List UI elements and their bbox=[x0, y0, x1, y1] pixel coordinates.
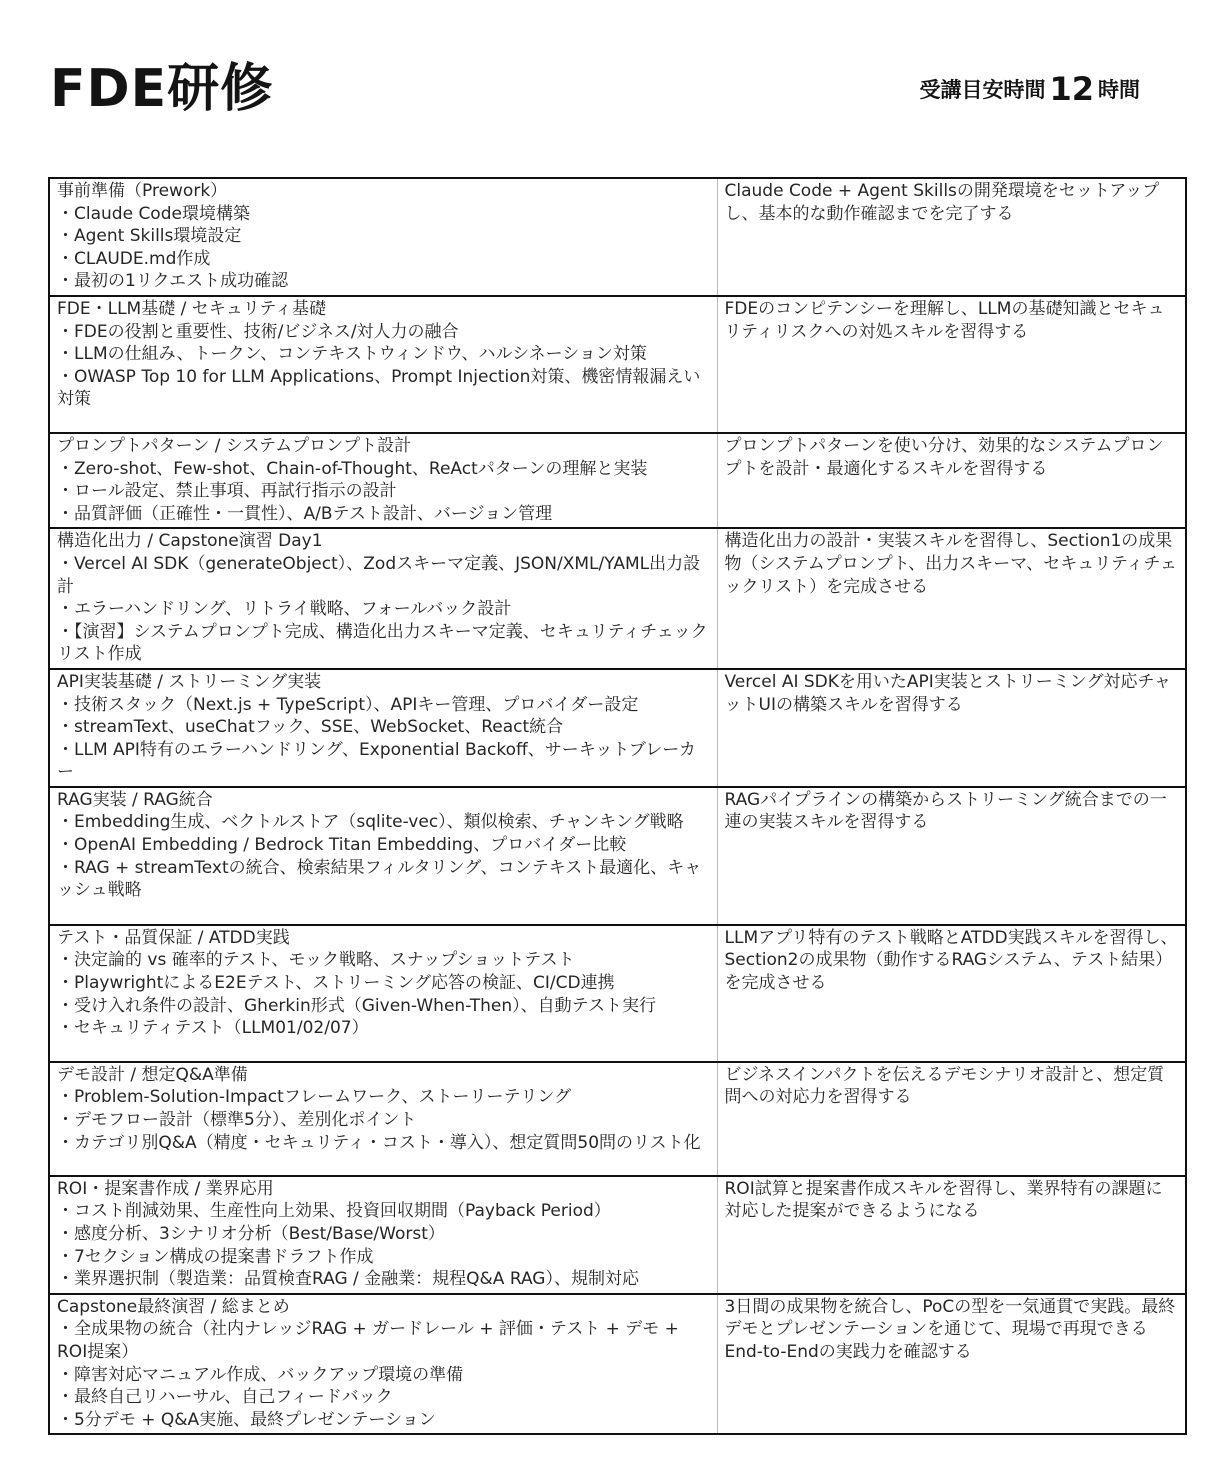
table-row bbox=[49, 787, 1186, 925]
session-point: ・CLAUDE.md作成 bbox=[57, 248, 211, 269]
session-goal: ROI試算と提案書作成スキルを習得し、業界特有の課題に対応した提案ができるようになる bbox=[724, 1178, 1163, 1222]
session-goal: ビジネスインパクトを伝えるデモシナリオ設計と、想定質問への対応力を習得する bbox=[724, 1064, 1165, 1108]
session-point: ・コスト削減効果、生産性向上効果、投資回収期間（Payback Period） bbox=[57, 1201, 611, 1222]
session-point: ・FDEの役割と重要性、技術/ビジネス/対人力の融合 bbox=[57, 321, 459, 342]
session-point: ・セキュリティテスト（LLM01/02/07） bbox=[57, 1018, 369, 1039]
duration-unit: 時間 bbox=[1098, 78, 1140, 102]
session-point: ・Embedding生成、ベクトルストア（sqlite-vec）、類似検索、チャンキング戦略 bbox=[57, 812, 684, 833]
study-duration bbox=[919, 72, 1140, 107]
session-point: ・5分デモ + Q&A実施、最終プレゼンテーション bbox=[57, 1409, 436, 1430]
session-point: ・Zero-shot、Few-shot、Chain-of-Thought、ReActパターンの理解と実装 bbox=[57, 458, 648, 479]
session-goal-cell bbox=[717, 1062, 1186, 1176]
session-point: ・OWASP Top 10 for LLM Applications、Prompt Injection対策、機密情報漏えい対策 bbox=[57, 366, 701, 410]
session-topics-cell bbox=[49, 1176, 717, 1294]
duration-value: 12 bbox=[1049, 70, 1094, 108]
session-point: ・決定論的 vs 確率的テスト、モック戦略、スナップショットテスト bbox=[57, 950, 575, 971]
session-heading: Capstone最終演習 / 総まとめ bbox=[57, 1296, 290, 1317]
session-topics-cell bbox=[49, 787, 717, 925]
session-goal: 3日間の成果物を統合し、PoCの型を一気通貫で実践。最終デモとプレゼンテーションを通じて、現場で再現できるEnd-to-Endの実践力を確認する bbox=[724, 1296, 1176, 1363]
session-point: ・OpenAI Embedding / Bedrock Titan Embedding、プロバイダー比較 bbox=[57, 835, 627, 856]
session-point: ・デモフロー設計（標準5分）、差別化ポイント bbox=[57, 1110, 417, 1131]
session-goal-cell bbox=[717, 925, 1186, 1062]
session-point: ・Problem-Solution-Impactフレームワーク、ストーリーテリング bbox=[57, 1087, 572, 1108]
session-goal: Vercel AI SDKを用いたAPI実装とストリーミング対応チャットUIの構築スキルを習得する bbox=[724, 671, 1171, 715]
session-point: ・エラーハンドリング、リトライ戦略、フォールバック設計 bbox=[57, 599, 512, 620]
session-heading: テスト・品質保証 / ATDD実践 bbox=[57, 927, 290, 948]
session-goal-cell bbox=[717, 1176, 1186, 1294]
session-topics-cell bbox=[49, 296, 717, 433]
session-point: ・7セクション構成の提案書ドラフト作成 bbox=[57, 1246, 374, 1267]
session-topics-cell bbox=[49, 1294, 717, 1435]
duration-label: 受講目安時間 bbox=[919, 78, 1046, 102]
session-point: ・LLM API特有のエラーハンドリング、Exponential Backoff、サーキットブレーカー bbox=[57, 739, 696, 783]
session-point: ・Vercel AI SDK（generateObject）、Zodスキーマ定義、JSON/XML/YAML出力設計 bbox=[57, 553, 701, 597]
table-row bbox=[49, 528, 1186, 669]
session-point: ・PlaywrightによるE2Eテスト、ストリーミング応答の検証、CI/CD連携 bbox=[57, 973, 615, 994]
session-goal-cell bbox=[717, 669, 1186, 787]
session-point: ・障害対応マニュアル作成、バックアップ環境の準備 bbox=[57, 1364, 464, 1385]
table-row bbox=[49, 433, 1186, 528]
table-row bbox=[49, 1294, 1186, 1435]
table-row bbox=[49, 1176, 1186, 1294]
session-topics-cell bbox=[49, 925, 717, 1062]
session-goal: RAGパイプラインの構築からストリーミング統合までの一連の実装スキルを習得する bbox=[724, 789, 1167, 833]
session-topics-cell bbox=[49, 528, 717, 669]
session-heading: API実装基礎 / ストリーミング実装 bbox=[57, 671, 322, 692]
session-heading: 事前準備（Prework） bbox=[57, 181, 228, 201]
session-heading: プロンプトパターン / システムプロンプト設計 bbox=[57, 435, 412, 456]
table-row bbox=[49, 178, 1186, 296]
table-row bbox=[49, 925, 1186, 1062]
session-point: ・感度分析、3シナリオ分析（Best/Base/Worst） bbox=[57, 1224, 445, 1245]
session-heading: FDE・LLM基礎 / セキュリティ基礎 bbox=[57, 298, 327, 319]
table-row bbox=[49, 669, 1186, 787]
session-goal-cell bbox=[717, 433, 1186, 528]
session-heading: RAG実装 / RAG統合 bbox=[57, 789, 213, 810]
session-point: ・最終自己リハーサル、自己フィードバック bbox=[57, 1387, 393, 1408]
session-point: ・受け入れ条件の設計、Gherkin形式（Given-When-Then）、自動テスト実行 bbox=[57, 995, 656, 1016]
session-point: ・最初の1リクエスト成功確認 bbox=[57, 271, 289, 292]
session-point: ・ロール設定、禁止事項、再試行指示の設計 bbox=[57, 481, 397, 502]
session-goal: LLMアプリ特有のテスト戦略とATDD実践スキルを習得し、Section2の成果物（動作するRAGシステム、テスト結果）を完成させる bbox=[724, 927, 1178, 994]
session-goal-cell bbox=[717, 178, 1186, 296]
session-point: ・品質評価（正確性・一貫性）、A/Bテスト設計、バージョン管理 bbox=[57, 503, 553, 524]
session-topics-cell bbox=[49, 178, 717, 296]
curriculum-table bbox=[48, 177, 1187, 1435]
session-goal: 構造化出力の設計・実装スキルを習得し、Section1の成果物（システムプロンプト、出力スキーマ、セキュリティチェックリスト）を完成させる bbox=[724, 531, 1178, 597]
session-point: ・Claude Code環境構築 bbox=[57, 203, 250, 224]
session-point: ・Agent Skills環境設定 bbox=[57, 226, 242, 247]
session-heading: デモ設計 / 想定Q&A準備 bbox=[57, 1064, 248, 1085]
session-topics-cell bbox=[49, 433, 717, 528]
table-row bbox=[49, 296, 1186, 433]
session-goal-cell bbox=[717, 787, 1186, 925]
session-goal: Claude Code + Agent Skillsの開発環境をセットアップし、基本的な動作確認までを完了する bbox=[724, 181, 1160, 224]
table-row bbox=[49, 1062, 1186, 1176]
session-point: ・全成果物の統合（社内ナレッジRAG + ガードレール + 評価・テスト + デモ + ROI提案） bbox=[57, 1319, 679, 1363]
session-goal-cell bbox=[717, 528, 1186, 669]
session-goal-cell bbox=[717, 1294, 1186, 1435]
session-point: ・カテゴリ別Q&A（精度・セキュリティ・コスト・導入）、想定質問50問のリスト化 bbox=[57, 1132, 701, 1153]
session-goal: プロンプトパターンを使い分け、効果的なシステムプロンプトを設計・最適化するスキルを習得する bbox=[724, 435, 1164, 479]
session-topics-cell bbox=[49, 1062, 717, 1176]
session-goal-cell bbox=[717, 296, 1186, 433]
session-point: ・【演習】システムプロンプト完成、構造化出力スキーマ定義、セキュリティチェックリスト作成 bbox=[57, 621, 708, 665]
session-point: ・技術スタック（Next.js + TypeScript）、APIキー管理、プロバイダー設定 bbox=[57, 694, 639, 715]
session-point: ・LLMの仕組み、トークン、コンテキストウィンドウ、ハルシネーション対策 bbox=[57, 344, 647, 365]
session-point: ・streamText、useChatフック、SSE、WebSocket、React統合 bbox=[57, 717, 564, 738]
session-topics-cell bbox=[49, 669, 717, 787]
page-header bbox=[50, 58, 1140, 128]
session-point: ・業界選択制（製造業：品質検査RAG / 金融業：規程Q&A RAG）、規制対応 bbox=[57, 1269, 639, 1290]
session-point: ・RAG + streamTextの統合、検索結果フィルタリング、コンテキスト最適化、キャッシュ戦略 bbox=[57, 857, 702, 901]
page-title: FDE研修 bbox=[50, 59, 274, 119]
session-heading: 構造化出力 / Capstone演習 Day1 bbox=[57, 531, 323, 552]
session-goal: FDEのコンピテンシーを理解し、LLMの基礎知識とセキュリティリスクへの対処スキルを習得する bbox=[724, 298, 1165, 342]
session-heading: ROI・提案書作成 / 業界応用 bbox=[57, 1178, 274, 1199]
curriculum-table-wrap bbox=[48, 177, 1185, 1435]
